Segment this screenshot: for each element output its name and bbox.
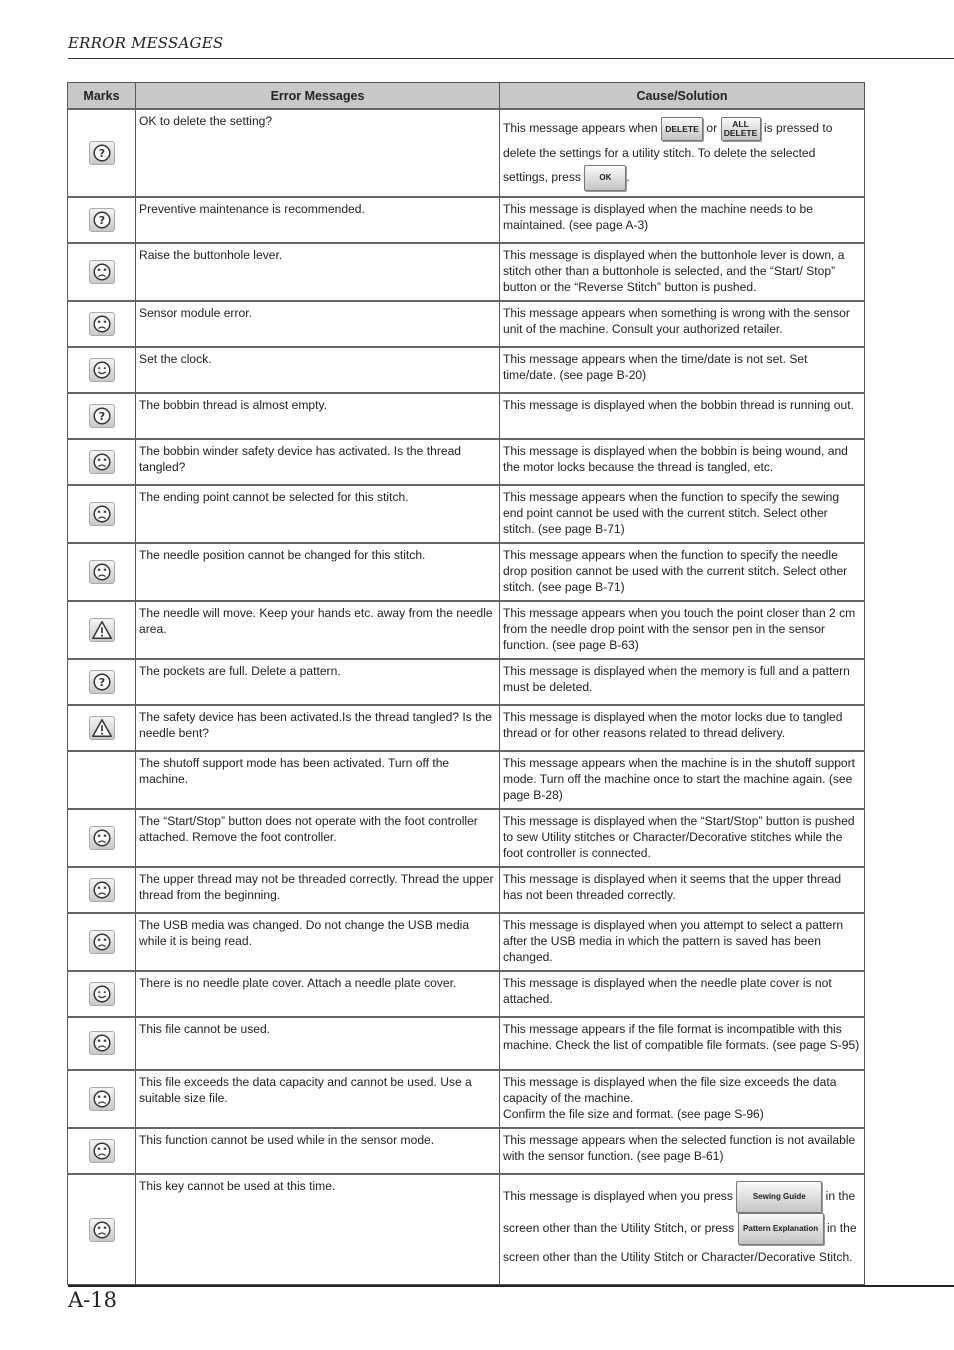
cause-solution-cell: This message is displayed when it seems that the upper thread has not been threaded correctly.	[500, 867, 865, 913]
mark-cell	[68, 347, 136, 393]
table-row	[68, 1017, 865, 1070]
table-row	[68, 301, 865, 347]
svg-text:?: ?	[98, 409, 105, 423]
cause-solution-cell: This message appears if the file format is incompatible with this machine. Check the list of compatible file formats. (see page S-95)	[500, 1017, 865, 1070]
cause-solution-cell	[500, 1174, 865, 1285]
cause-solution-cell: This message appears when something is wrong with the sensor unit of the machine. Consult your authorized retailer.	[500, 301, 865, 347]
cause-solution-cell: This message is displayed when the file size exceeds the data capacity of the machine. Confirm the file size and format. (see page S-96)	[500, 1070, 865, 1128]
mark-cell	[68, 1174, 136, 1285]
error-message-cell: This function cannot be used while in the sensor mode.	[136, 1128, 500, 1174]
error-message-cell: The ending point cannot be selected for this stitch.	[136, 485, 500, 543]
error-message-cell: The upper thread may not be threaded correctly. Thread the upper thread from the beginning.	[136, 867, 500, 913]
question-icon	[89, 208, 115, 232]
warning-icon	[89, 618, 115, 642]
error-message-cell: The bobbin winder safety device has activated. Is the thread tangled?	[136, 439, 500, 485]
header-rule	[68, 58, 954, 59]
error-message-cell: This file exceeds the data capacity and cannot be used. Use a suitable size file.	[136, 1070, 500, 1128]
column-header-marks: Marks	[68, 83, 136, 110]
error-message-cell: Preventive maintenance is recommended.	[136, 197, 500, 243]
cause-solution-cell: This message appears when the function to specify the needle drop position cannot be used with the current stitch. Select other stitch. (see page B-71)	[500, 543, 865, 601]
table-row	[68, 197, 865, 243]
cause-text-part: is pressed to delete the settings for a utility stitch. To delete the selected settings, press	[503, 121, 833, 184]
sad-face-icon	[89, 1087, 115, 1111]
error-message-cell: The bobbin thread is almost empty.	[136, 393, 500, 439]
table-row	[68, 971, 865, 1017]
mark-cell	[68, 659, 136, 705]
table-row	[68, 913, 865, 971]
cause-solution-cell	[500, 109, 865, 197]
cause-text-part: or	[706, 121, 718, 135]
sad-face-icon	[89, 930, 115, 954]
sad-face-icon	[89, 1218, 115, 1242]
svg-text:?: ?	[98, 147, 105, 161]
all-delete-key-label-top: ALL	[732, 118, 749, 129]
sad-face-icon	[89, 826, 115, 850]
mark-cell	[68, 809, 136, 867]
ok-key-image: OK	[584, 165, 626, 191]
mark-cell	[68, 109, 136, 197]
cause-text-part: This message appears when	[503, 121, 658, 135]
warning-icon	[89, 716, 115, 740]
error-message-cell: The safety device has been activated.Is the thread tangled? Is the needle bent?	[136, 705, 500, 751]
table-row	[68, 1128, 865, 1174]
cause-solution-cell: This message is displayed when the memory is full and a pattern must be deleted.	[500, 659, 865, 705]
error-message-cell: The pockets are full. Delete a pattern.	[136, 659, 500, 705]
sad-face-icon	[89, 560, 115, 584]
mark-cell	[68, 913, 136, 971]
cause-text-part: .	[626, 170, 630, 184]
footer-rule	[68, 1285, 954, 1287]
question-icon	[89, 141, 115, 165]
sad-face-icon	[89, 502, 115, 526]
error-message-cell: Set the clock.	[136, 347, 500, 393]
question-icon	[89, 670, 115, 694]
cause-solution-cell: This message appears when the machine is in the shutoff support mode. Turn off the machine once to start the machine again. (see page B-28)	[500, 751, 865, 809]
delete-key-image: DELETE	[661, 117, 703, 141]
section-title: ERROR MESSAGES	[68, 34, 224, 52]
error-message-cell: This file cannot be used.	[136, 1017, 500, 1070]
question-icon	[89, 404, 115, 428]
cause-solution-cell: This message is displayed when you attempt to select a pattern after the USB media in which the pattern is saved has been changed.	[500, 913, 865, 971]
cause-solution-cell: This message is displayed when the bobbin thread is running out.	[500, 393, 865, 439]
svg-text:?: ?	[98, 675, 105, 689]
error-message-cell: This key cannot be used at this time.	[136, 1174, 500, 1285]
smile-face-icon	[89, 982, 115, 1006]
table-row	[68, 543, 865, 601]
sad-face-icon	[89, 1031, 115, 1055]
cause-solution-cell: This message is displayed when the buttonhole lever is down, a stitch other than a buttonhole is selected, and the “Start/ Stop” button or the “Reverse Stitch” button is pushed.	[500, 243, 865, 301]
cause-solution-cell: This message is displayed when the “Start/Stop” button is pushed to sew Utility stitches or Character/Decorative stitches while the foot controller is connected.	[500, 809, 865, 867]
table-row	[68, 751, 865, 809]
mark-cell	[68, 243, 136, 301]
cause-solution-cell: This message is displayed when the bobbin is being wound, and the motor locks because the thread is tangled, etc.	[500, 439, 865, 485]
svg-text:?: ?	[98, 213, 105, 227]
sad-face-icon	[89, 260, 115, 284]
table-row	[68, 601, 865, 659]
error-message-cell: There is no needle plate cover. Attach a needle plate cover.	[136, 971, 500, 1017]
table-row	[68, 439, 865, 485]
table-row	[68, 809, 865, 867]
cause-solution-cell: This message is displayed when the machine needs to be maintained. (see page A-3)	[500, 197, 865, 243]
smile-face-icon	[89, 358, 115, 382]
error-message-cell: Sensor module error.	[136, 301, 500, 347]
page-number: A-18	[68, 1288, 117, 1312]
table-row	[68, 867, 865, 913]
mark-cell	[68, 393, 136, 439]
sad-face-icon	[89, 312, 115, 336]
mark-cell	[68, 971, 136, 1017]
mark-cell	[68, 485, 136, 543]
sad-face-icon	[89, 1139, 115, 1163]
all-delete-key-label-bottom: DELETE	[723, 127, 758, 138]
error-message-cell: The shutoff support mode has been activated. Turn off the machine.	[136, 751, 500, 809]
error-message-cell: The USB media was changed. Do not change the USB media while it is being read.	[136, 913, 500, 971]
mark-cell	[68, 439, 136, 485]
table-row	[68, 485, 865, 543]
pattern-explanation-key-image: Pattern Explanation	[738, 1213, 824, 1245]
table-row	[68, 705, 865, 751]
sad-face-icon	[89, 450, 115, 474]
cause-text-part: in the screen other than the Utility Stitch or Character/Decorative Stitch.	[503, 1221, 857, 1264]
sad-face-icon	[89, 878, 115, 902]
column-header-error-messages: Error Messages	[136, 83, 500, 110]
cause-solution-cell: This message appears when the selected function is not available with the sensor function. (see page B-61)	[500, 1128, 865, 1174]
mark-cell	[68, 751, 136, 809]
table-row	[68, 109, 865, 197]
cause-text-part: in the screen other than the Utility Stitch, or press	[503, 1189, 856, 1235]
cause-solution-cell: This message appears when you touch the point closer than 2 cm from the needle drop point with the sensor pen in the sensor function. (see page B-63)	[500, 601, 865, 659]
all-delete-key-image	[721, 117, 761, 141]
cause-solution-cell: This message appears when the time/date is not set. Set time/date. (see page B-20)	[500, 347, 865, 393]
cause-solution-cell: This message appears when the function to specify the sewing end point cannot be used with the current stitch. Select other stitch. (see page B-71)	[500, 485, 865, 543]
table-header-row	[68, 83, 865, 110]
error-message-cell: OK to delete the setting?	[136, 109, 500, 197]
mark-cell	[68, 1128, 136, 1174]
mark-cell	[68, 1017, 136, 1070]
table-row	[68, 243, 865, 301]
cause-solution-cell: This message is displayed when the needle plate cover is not attached.	[500, 971, 865, 1017]
table-row	[68, 1174, 865, 1285]
table-row	[68, 659, 865, 705]
error-message-cell: The needle will move. Keep your hands etc. away from the needle area.	[136, 601, 500, 659]
table-row	[68, 393, 865, 439]
mark-cell	[68, 197, 136, 243]
error-message-cell: The needle position cannot be changed for this stitch.	[136, 543, 500, 601]
error-message-cell: Raise the buttonhole lever.	[136, 243, 500, 301]
error-messages-table	[67, 82, 865, 1285]
cause-solution-cell: This message is displayed when the motor locks due to tangled thread or for other reasons related to thread delivery.	[500, 705, 865, 751]
mark-cell	[68, 867, 136, 913]
mark-cell	[68, 301, 136, 347]
error-message-cell: The “Start/Stop” button does not operate with the foot controller attached. Remove the foot controller.	[136, 809, 500, 867]
table-row	[68, 1070, 865, 1128]
sewing-guide-key-image: Sewing Guide	[736, 1181, 822, 1213]
mark-cell	[68, 601, 136, 659]
cause-text-part: This message is displayed when you press	[503, 1189, 733, 1203]
mark-cell	[68, 1070, 136, 1128]
table-row	[68, 347, 865, 393]
mark-cell	[68, 543, 136, 601]
column-header-cause-solution: Cause/Solution	[500, 83, 865, 110]
mark-cell	[68, 705, 136, 751]
